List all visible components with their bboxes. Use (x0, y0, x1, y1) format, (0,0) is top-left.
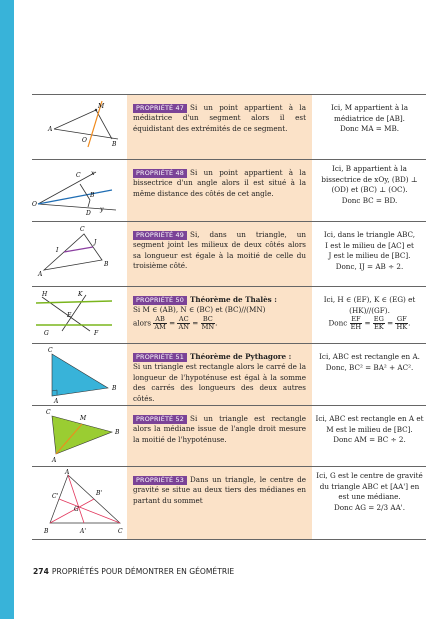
label-O: O (32, 201, 37, 208)
example-line: Ici, G est le centre de gravité du triangle ABC et [AA'] en est une médiane. (316, 471, 423, 502)
property-text-47 (127, 95, 312, 159)
label-B: B (115, 429, 120, 436)
example-48 (313, 160, 426, 221)
label-C: C (80, 226, 85, 233)
property-row-53 (32, 467, 426, 540)
property-tag: PROPRIÉTÉ 51 (133, 353, 187, 362)
label-A: A (54, 398, 59, 405)
mediatrice-diagram (32, 95, 126, 159)
numerator: AC (178, 314, 189, 323)
label-G: G (44, 330, 49, 337)
footer-title: PROPRIÉTÉS POUR DÉMONTRER EN GÉOMÉTRIE (51, 567, 235, 576)
properties-table (32, 94, 426, 540)
numerator: EG (373, 315, 384, 324)
fraction-2 (177, 316, 190, 331)
property-row-50 (32, 287, 426, 344)
fraction-2 (373, 316, 385, 331)
label-F: F (94, 330, 99, 337)
example-conclusion: Donc AG = 2/3 AA'. (333, 502, 406, 512)
property-text-49 (127, 222, 312, 286)
thales-diagram (32, 287, 126, 343)
median-diagram (32, 406, 126, 466)
midpoints-diagram (32, 222, 126, 286)
fraction-3 (201, 316, 216, 331)
property-title: Théorème de Pythagore : (190, 352, 292, 361)
property-statement: Si, dans un triangle, un segment joint les milieux de deux côtés alors sa longueur est égale à la moitié de celle du troisième côté. (133, 230, 306, 271)
property-tag: PROPRIÉTÉ 49 (133, 231, 187, 240)
property-statement: Si M ∈ (AB), N ∈ (BC) et (BC)//(MN) (133, 305, 266, 315)
figure-bissectrice (32, 160, 126, 221)
label-M: M (80, 415, 87, 422)
label-D: D (86, 210, 91, 217)
label-O: O (82, 137, 87, 144)
example-line: Ici, dans le triangle ABC, (323, 230, 416, 239)
label-B: B (44, 528, 49, 535)
property-tag: PROPRIÉTÉ 52 (133, 415, 187, 424)
page-number: 274 (33, 567, 49, 576)
example-49 (313, 222, 426, 286)
example-line: Ici, M appartient à la médiatrice de [AB]. (331, 103, 408, 123)
example-conclusion: Donc, BC² = BA² + AC². (325, 362, 414, 372)
example-53 (313, 467, 426, 539)
property-row-49 (32, 222, 426, 287)
label-K: K (78, 291, 83, 298)
example-conclusion: Donc AM = BC ÷ 2. (333, 435, 406, 445)
figure-pythagore (32, 344, 126, 405)
label-H: H (42, 291, 48, 298)
alors-word: alors (133, 318, 152, 328)
label-C: C (48, 347, 53, 354)
example-52 (313, 406, 426, 466)
denominator: AN (178, 323, 189, 332)
fraction-3 (395, 316, 408, 331)
property-tag: PROPRIÉTÉ 47 (133, 104, 187, 113)
figure-centroid (32, 467, 126, 539)
property-text-52 (127, 406, 312, 466)
example-line: Ici, ABC est rectangle en A. (319, 352, 420, 361)
label-B: B (112, 141, 117, 148)
label-y: y (100, 206, 104, 213)
numerator: EF (351, 315, 361, 324)
property-statement: Si un triangle est rectangle alors la médiane issue de l'angle droit mesure la moitié de l'hypoténuse. (133, 414, 306, 444)
label-B: B (90, 192, 95, 199)
example-50 (313, 287, 426, 343)
property-text-53 (127, 467, 312, 539)
property-tag: PROPRIÉTÉ 48 (133, 169, 187, 178)
denominator: HK (396, 323, 408, 332)
centroid-diagram (32, 467, 126, 539)
label-C-prime: C' (52, 493, 59, 500)
example-line: J est le milieu de [BC]. (328, 251, 411, 261)
property-tag: PROPRIÉTÉ 53 (133, 476, 187, 485)
example-conclusion: Donc MA = MB. (339, 124, 400, 134)
property-text-48 (127, 160, 312, 221)
fraction-1 (350, 316, 363, 331)
example-51 (313, 344, 426, 405)
label-I: I (56, 247, 59, 254)
label-B: B (104, 261, 109, 268)
label-B: B (112, 385, 117, 392)
denominator: AM (154, 323, 166, 332)
label-G: G (74, 506, 79, 513)
label-A-prime: A' (80, 528, 86, 535)
side-color-bar (0, 0, 14, 619)
figure-mediatrice (32, 95, 126, 159)
example-line: Ici, B appartient à la bissectrice de xOy, (BD) ⊥ (OD) et (BC) ⊥ (OC). (321, 164, 418, 195)
label-A: A (48, 126, 53, 133)
property-statement: Dans un triangle, le centre de gravité se situe au deux tiers des médianes en partant du sommet (133, 475, 306, 505)
example-conclusion: Donc, IJ = AB ÷ 2. (335, 261, 404, 271)
thales-equation: alors $\frac{AB}{AM}$ = $\frac{AC}{AN}$ = $\frac{BC}{MN}$ . (133, 314, 218, 332)
example-line: Ici, H ∈ (EF), K ∈ (EG) et (HK)//(GF). (323, 295, 416, 315)
label-C: C (118, 528, 123, 535)
numerator: BC (201, 316, 216, 324)
property-text-50 (127, 287, 312, 343)
label-B-prime: B' (96, 490, 103, 497)
label-x: x (91, 170, 95, 177)
pythagore-diagram (32, 344, 126, 405)
property-title: Théorème de Thalès : (190, 295, 277, 304)
figure-midpoints (32, 222, 126, 286)
label-E: E (67, 312, 72, 319)
denominator: MN (201, 323, 215, 332)
example-conclusion: Donc $\frac{EF}{EH}$ = $\frac{EG}{EK}$ = $\frac{GF}{HK}$ . (328, 315, 411, 332)
label-M: M (98, 103, 105, 110)
property-statement: Si un triangle est rectangle alors le carré de la longueur de l'hypoténuse est égal à la somme des carrés des longueurs des deux autres côtés. (133, 362, 306, 403)
property-row-48 (32, 160, 426, 222)
numerator: GF (396, 315, 407, 324)
example-conclusion: Donc BC = BD. (341, 195, 398, 205)
numerator: AB (155, 314, 165, 323)
figure-median (32, 406, 126, 466)
example-line: Ici, ABC est rectangle en A et M est le milieu de [BC]. (315, 414, 424, 434)
label-C: C (46, 409, 51, 416)
property-tag: PROPRIÉTÉ 50 (133, 296, 187, 305)
property-row-51 (32, 344, 426, 406)
denominator: EH (350, 323, 362, 332)
example-line: I est le milieu de [AC] et (325, 240, 414, 250)
figure-thales (32, 287, 126, 343)
label-A: A (52, 457, 57, 464)
property-row-47 (32, 95, 426, 160)
label-A: A (38, 271, 43, 278)
label-J: J (94, 239, 97, 246)
property-text-51 (127, 344, 312, 405)
example-47 (313, 95, 426, 159)
property-statement: Si un point appartient à la médiatrice d'un segment alors il est équidistant des extrémités de ce segment. (133, 103, 306, 133)
donc-word: Donc (328, 318, 348, 328)
page-footer (33, 567, 234, 576)
label-A: A (65, 469, 70, 476)
bissectrice-diagram (32, 160, 126, 221)
label-C: C (76, 172, 81, 179)
property-row-52 (32, 406, 426, 467)
fraction-1 (153, 316, 167, 331)
property-statement: Si un point appartient à la bissectrice d'un angle alors il est situé à la même distance des côtés de cet angle. (133, 168, 306, 198)
denominator: EK (373, 323, 384, 332)
